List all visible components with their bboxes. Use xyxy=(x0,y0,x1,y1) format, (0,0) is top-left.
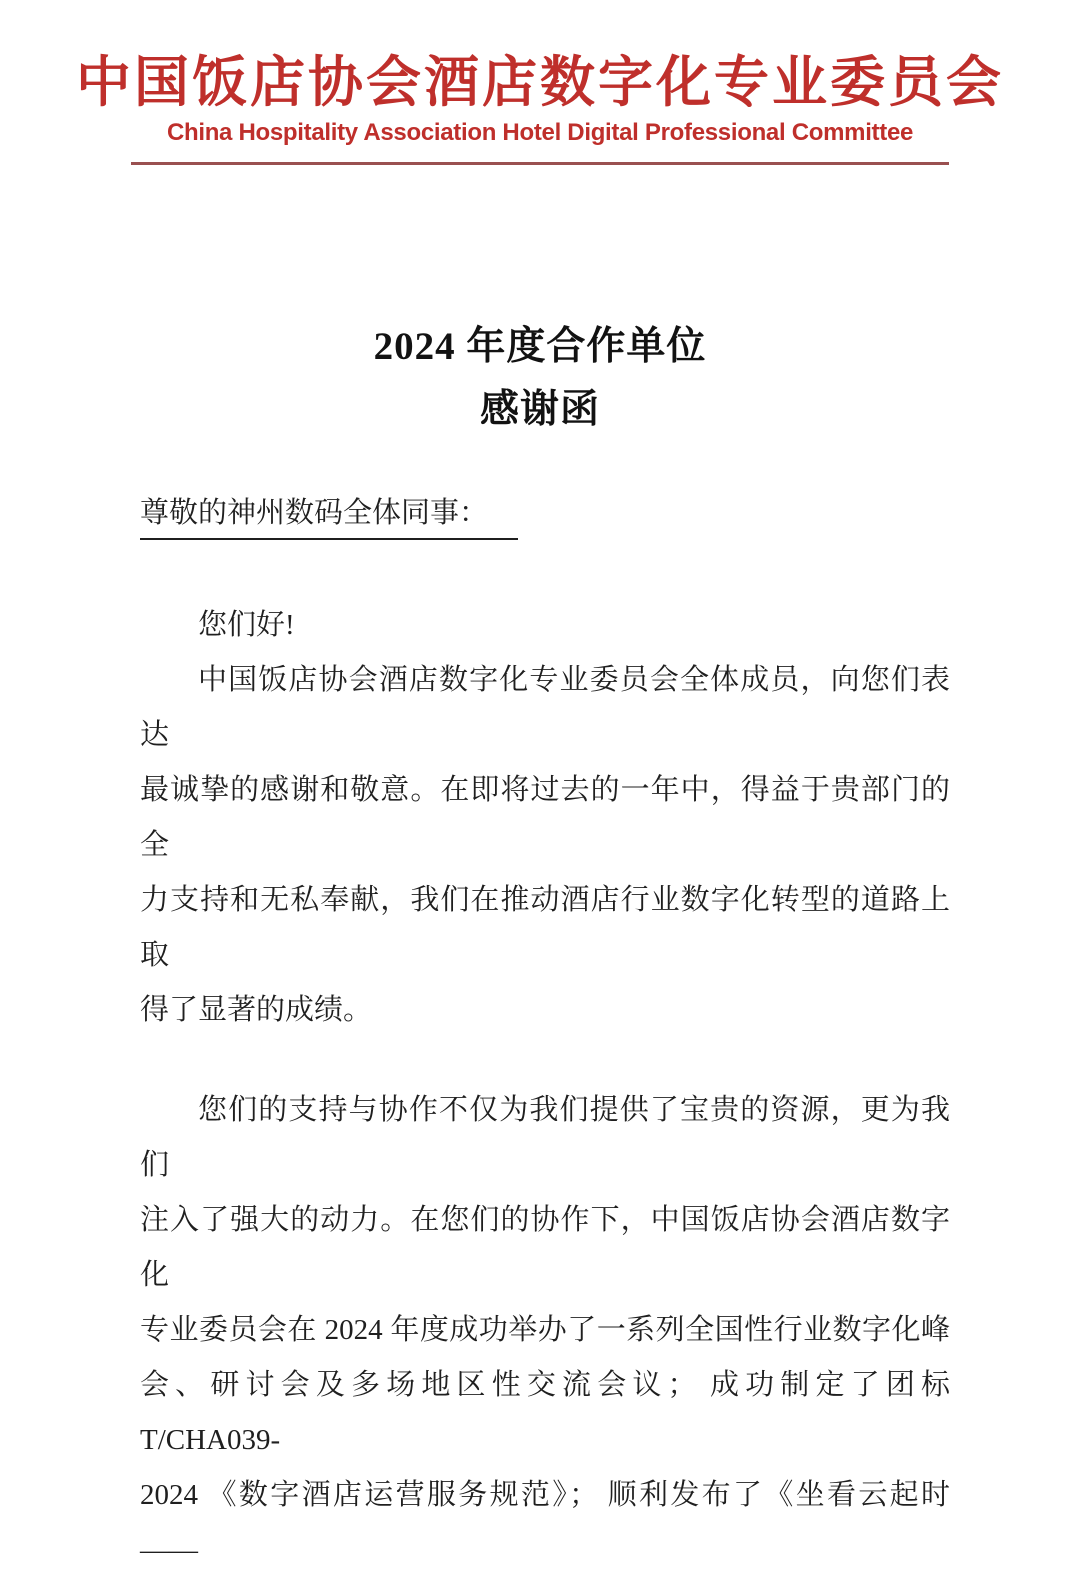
salutation: 尊敬的神州数码全体同事： xyxy=(140,491,518,540)
paragraph-line: 注入了强大的动力。在您们的协作下，中国饭店协会酒店数字化 xyxy=(140,1204,950,1291)
letterhead xyxy=(0,0,1080,165)
paragraph-line: 中国饭店协会酒店数字化专业委员会全体成员，向您们表达 xyxy=(140,664,950,751)
org-name-chinese: 中国饭店协会酒店数字化专业委员会 xyxy=(75,52,1004,113)
paragraph-line: 专业委员会在 2024 年度成功举办了一系列全国性行业数字化峰 xyxy=(140,1314,950,1346)
paragraph-line: 会、研讨会及多场地区性交流会议； 成功制定了团标 T/CHA039- xyxy=(140,1369,950,1456)
paragraph-1 xyxy=(140,653,950,1038)
paragraph-line: 最诚挚的感谢和敬意。在即将过去的一年中，得益于贵部门的全 xyxy=(140,774,950,861)
paragraph-line: 得了显著的成绩。 xyxy=(140,994,373,1026)
letter-title-line1: 2024 年度合作单位 xyxy=(373,325,707,368)
letter-body xyxy=(0,491,1080,1578)
paragraph-2 xyxy=(140,1083,950,1578)
org-name-english: China Hospitality Association Hotel Digital Professional Committee xyxy=(166,119,914,146)
letter-title-line2: 感谢函 xyxy=(479,388,600,431)
letterhead-divider xyxy=(131,162,949,165)
paragraph-line: 您们的支持与协作不仅为我们提供了宝贵的资源，更为我们 xyxy=(140,1094,950,1181)
paragraph-line: 2024 《数字酒店运营服务规范》； 顺利发布了《坐看云起时—— xyxy=(140,1479,950,1566)
greeting: 您们好! xyxy=(198,609,295,641)
letter-title xyxy=(0,315,1080,441)
paragraph-line: 力支持和无私奉献，我们在推动酒店行业数字化转型的道路上取 xyxy=(140,884,950,971)
salutation-row xyxy=(140,491,950,540)
